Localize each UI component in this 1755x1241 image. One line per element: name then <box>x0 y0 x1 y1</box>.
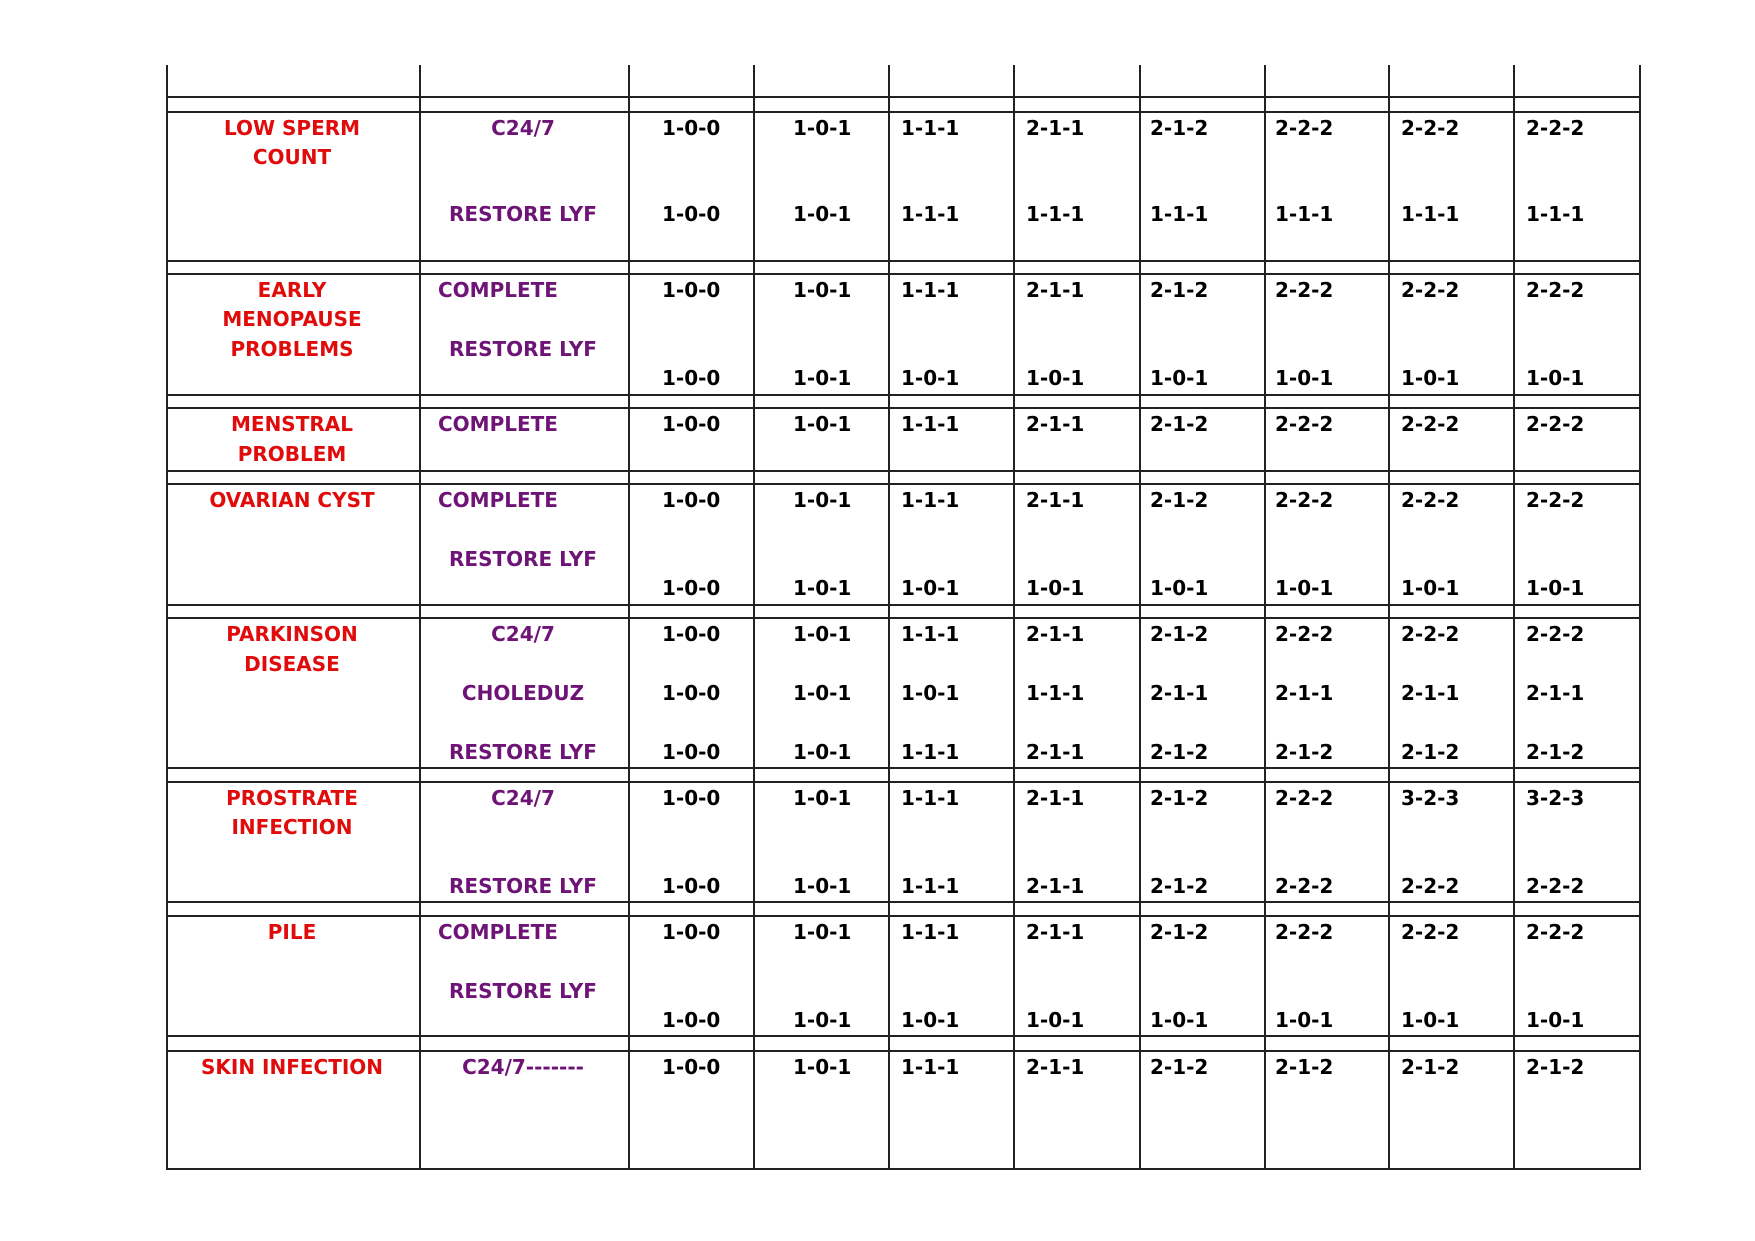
disease-name: PROBLEM <box>237 442 347 466</box>
dose-value: 1-1-1 <box>901 740 960 764</box>
dose-value: 2-2-2 <box>1275 920 1334 944</box>
dose-value: 2-1-2 <box>1150 1055 1209 1079</box>
dose-value: 2-2-2 <box>1401 278 1460 302</box>
dose-value: 1-1-1 <box>1026 681 1085 705</box>
dose-value: 1-0-0 <box>662 786 721 810</box>
dose-value: 1-1-1 <box>901 874 960 898</box>
dose-value: 2-1-2 <box>1150 740 1209 764</box>
dose-value: 2-1-1 <box>1026 278 1085 302</box>
dose-value: 1-0-0 <box>662 116 721 140</box>
grid-row-line <box>166 407 1641 409</box>
disease-name: OVARIAN CYST <box>209 488 375 512</box>
dose-value: 2-1-1 <box>1026 920 1085 944</box>
dose-value: 1-0-1 <box>1275 576 1334 600</box>
dose-value: 1-1-1 <box>901 1055 960 1079</box>
dose-value: 1-1-1 <box>901 622 960 646</box>
disease-name: SKIN INFECTION <box>200 1055 384 1079</box>
dose-value: 2-2-2 <box>1275 116 1334 140</box>
product-name: C24/7 <box>491 116 555 140</box>
product-name: CHOLEDUZ <box>461 681 585 705</box>
dose-value: 1-0-1 <box>901 681 960 705</box>
grid-row-line <box>166 111 1641 113</box>
dose-value: 1-1-1 <box>1526 202 1585 226</box>
dose-value: 2-2-2 <box>1275 412 1334 436</box>
grid-row-line <box>166 901 1641 903</box>
disease-name: EARLY <box>257 278 327 302</box>
dose-value: 1-1-1 <box>901 920 960 944</box>
dose-value: 2-1-2 <box>1150 874 1209 898</box>
dose-value: 2-1-1 <box>1401 681 1460 705</box>
dose-value: 1-1-1 <box>901 412 960 436</box>
dose-value: 1-0-0 <box>662 202 721 226</box>
dose-value: 1-0-1 <box>1526 366 1585 390</box>
dose-value: 1-1-1 <box>1275 202 1334 226</box>
grid-row-line <box>166 915 1641 917</box>
disease-name: PARKINSON <box>226 622 358 646</box>
product-name: C24/7 <box>491 622 555 646</box>
grid-row-line <box>166 1035 1641 1037</box>
dose-value: 2-2-2 <box>1526 622 1585 646</box>
product-name: RESTORE LYF <box>449 874 597 898</box>
dose-value: 1-0-1 <box>1150 1008 1209 1032</box>
dose-value: 1-0-1 <box>1150 366 1209 390</box>
dose-value: 2-1-2 <box>1401 1055 1460 1079</box>
dose-value: 1-1-1 <box>901 488 960 512</box>
dose-value: 1-0-1 <box>1026 1008 1085 1032</box>
dose-value: 1-0-1 <box>793 366 852 390</box>
dose-value: 1-0-1 <box>901 576 960 600</box>
disease-name: INFECTION <box>231 815 353 839</box>
disease-name: LOW SPERM <box>223 116 361 140</box>
dose-value: 1-0-0 <box>662 681 721 705</box>
dose-value: 2-1-1 <box>1026 412 1085 436</box>
dose-value: 2-2-2 <box>1526 874 1585 898</box>
dose-value: 1-0-1 <box>793 488 852 512</box>
disease-name: MENOPAUSE <box>222 307 362 331</box>
dose-value: 1-0-1 <box>1275 366 1334 390</box>
product-name: RESTORE LYF <box>449 740 597 764</box>
dose-value: 2-1-2 <box>1150 412 1209 436</box>
dose-value: 2-2-2 <box>1275 278 1334 302</box>
disease-name: PROBLEMS <box>230 337 354 361</box>
dose-value: 2-1-2 <box>1150 488 1209 512</box>
dose-value: 1-0-1 <box>793 681 852 705</box>
dose-value: 3-2-3 <box>1401 786 1460 810</box>
dose-value: 1-0-1 <box>1026 576 1085 600</box>
disease-name: PROSTRATE <box>226 786 358 810</box>
dose-value: 2-2-2 <box>1401 920 1460 944</box>
disease-name: MENSTRAL <box>231 412 353 436</box>
dose-value: 2-1-2 <box>1275 740 1334 764</box>
dose-value: 1-0-1 <box>1275 1008 1334 1032</box>
dose-value: 2-1-2 <box>1526 740 1585 764</box>
product-name: C24/7 <box>491 786 555 810</box>
dose-value: 1-0-1 <box>793 786 852 810</box>
dose-value: 1-0-0 <box>662 576 721 600</box>
dose-value: 1-0-0 <box>662 1055 721 1079</box>
dose-value: 2-2-2 <box>1526 278 1585 302</box>
dose-value: 1-0-1 <box>793 116 852 140</box>
dose-value: 1-0-1 <box>901 1008 960 1032</box>
disease-name: COUNT <box>252 145 332 169</box>
dose-value: 1-0-1 <box>793 622 852 646</box>
dose-value: 1-0-0 <box>662 278 721 302</box>
dose-value: 1-1-1 <box>901 786 960 810</box>
dose-value: 2-2-2 <box>1526 488 1585 512</box>
product-name: RESTORE LYF <box>449 202 597 226</box>
product-name: COMPLETE <box>438 488 558 512</box>
dose-value: 1-0-1 <box>793 1008 852 1032</box>
dose-value: 1-0-1 <box>793 1055 852 1079</box>
grid-row-line <box>166 1168 1641 1170</box>
dose-value: 2-2-2 <box>1401 116 1460 140</box>
grid-row-line <box>166 781 1641 783</box>
dose-value: 2-1-2 <box>1150 622 1209 646</box>
product-name: COMPLETE <box>438 412 558 436</box>
dose-value: 2-1-2 <box>1526 1055 1585 1079</box>
dose-value: 1-0-1 <box>793 576 852 600</box>
dose-value: 1-0-0 <box>662 1008 721 1032</box>
product-name: C24/7------- <box>462 1055 584 1079</box>
dose-value: 2-2-2 <box>1401 874 1460 898</box>
dose-value: 2-1-2 <box>1150 116 1209 140</box>
dose-value: 1-1-1 <box>901 278 960 302</box>
dose-value: 1-1-1 <box>901 116 960 140</box>
disease-name: DISEASE <box>244 652 340 676</box>
dose-value: 1-0-1 <box>1526 1008 1585 1032</box>
dose-value: 2-1-1 <box>1275 681 1334 705</box>
dose-value: 2-1-1 <box>1026 1055 1085 1079</box>
dose-value: 1-0-0 <box>662 740 721 764</box>
dose-value: 2-2-2 <box>1401 412 1460 436</box>
dose-value: 2-2-2 <box>1275 622 1334 646</box>
disease-name: PILE <box>267 920 317 944</box>
dose-value: 2-1-1 <box>1026 488 1085 512</box>
grid-row-line <box>166 260 1641 262</box>
product-name: RESTORE LYF <box>449 337 597 361</box>
dose-value: 1-0-1 <box>793 920 852 944</box>
grid-row-line <box>166 273 1641 275</box>
dose-value: 2-2-2 <box>1275 874 1334 898</box>
dose-value: 1-0-1 <box>793 874 852 898</box>
dose-value: 1-1-1 <box>1026 202 1085 226</box>
product-name: RESTORE LYF <box>449 547 597 571</box>
dose-value: 1-1-1 <box>1150 202 1209 226</box>
product-name: COMPLETE <box>438 920 558 944</box>
product-name: RESTORE LYF <box>449 979 597 1003</box>
dose-value: 2-1-1 <box>1526 681 1585 705</box>
dose-value: 1-0-1 <box>793 740 852 764</box>
grid-row-line <box>166 96 1641 98</box>
dose-value: 1-0-0 <box>662 488 721 512</box>
dose-value: 2-2-2 <box>1401 488 1460 512</box>
dose-value: 2-1-2 <box>1275 1055 1334 1079</box>
product-name: COMPLETE <box>438 278 558 302</box>
dose-value: 2-2-2 <box>1401 622 1460 646</box>
dose-value: 2-1-1 <box>1150 681 1209 705</box>
dose-value: 1-0-1 <box>1401 576 1460 600</box>
dose-value: 1-0-0 <box>662 920 721 944</box>
dose-value: 2-2-2 <box>1526 116 1585 140</box>
dose-value: 2-1-1 <box>1026 622 1085 646</box>
dose-value: 1-0-1 <box>1026 366 1085 390</box>
dose-value: 1-0-1 <box>1401 366 1460 390</box>
dose-value: 2-1-2 <box>1150 920 1209 944</box>
dose-value: 1-0-1 <box>793 412 852 436</box>
dose-value: 2-1-1 <box>1026 740 1085 764</box>
dose-value: 1-1-1 <box>1401 202 1460 226</box>
dose-value: 2-1-1 <box>1026 786 1085 810</box>
dose-value: 2-1-2 <box>1150 278 1209 302</box>
dose-value: 2-1-1 <box>1026 116 1085 140</box>
dose-value: 1-0-1 <box>1150 576 1209 600</box>
grid-row-line <box>166 470 1641 472</box>
dose-value: 1-0-0 <box>662 874 721 898</box>
dose-value: 2-2-2 <box>1526 920 1585 944</box>
dose-value: 2-2-2 <box>1526 412 1585 436</box>
dose-value: 2-1-2 <box>1401 740 1460 764</box>
grid-row-line <box>166 483 1641 485</box>
dose-value: 1-0-0 <box>662 366 721 390</box>
grid-row-line <box>166 604 1641 606</box>
dose-value: 1-0-1 <box>793 202 852 226</box>
dose-value: 1-0-1 <box>1526 576 1585 600</box>
grid-row-line <box>166 767 1641 769</box>
dose-value: 1-0-1 <box>793 278 852 302</box>
dose-value: 1-0-1 <box>901 366 960 390</box>
dose-value: 1-0-0 <box>662 412 721 436</box>
grid-row-line <box>166 394 1641 396</box>
dose-value: 2-2-2 <box>1275 488 1334 512</box>
dose-value: 1-1-1 <box>901 202 960 226</box>
dose-value: 1-0-0 <box>662 622 721 646</box>
dose-value: 3-2-3 <box>1526 786 1585 810</box>
dose-value: 2-2-2 <box>1275 786 1334 810</box>
grid-row-line <box>166 617 1641 619</box>
grid-row-line <box>166 1050 1641 1052</box>
dose-value: 2-1-2 <box>1150 786 1209 810</box>
dose-value: 2-1-1 <box>1026 874 1085 898</box>
dose-value: 1-0-1 <box>1401 1008 1460 1032</box>
